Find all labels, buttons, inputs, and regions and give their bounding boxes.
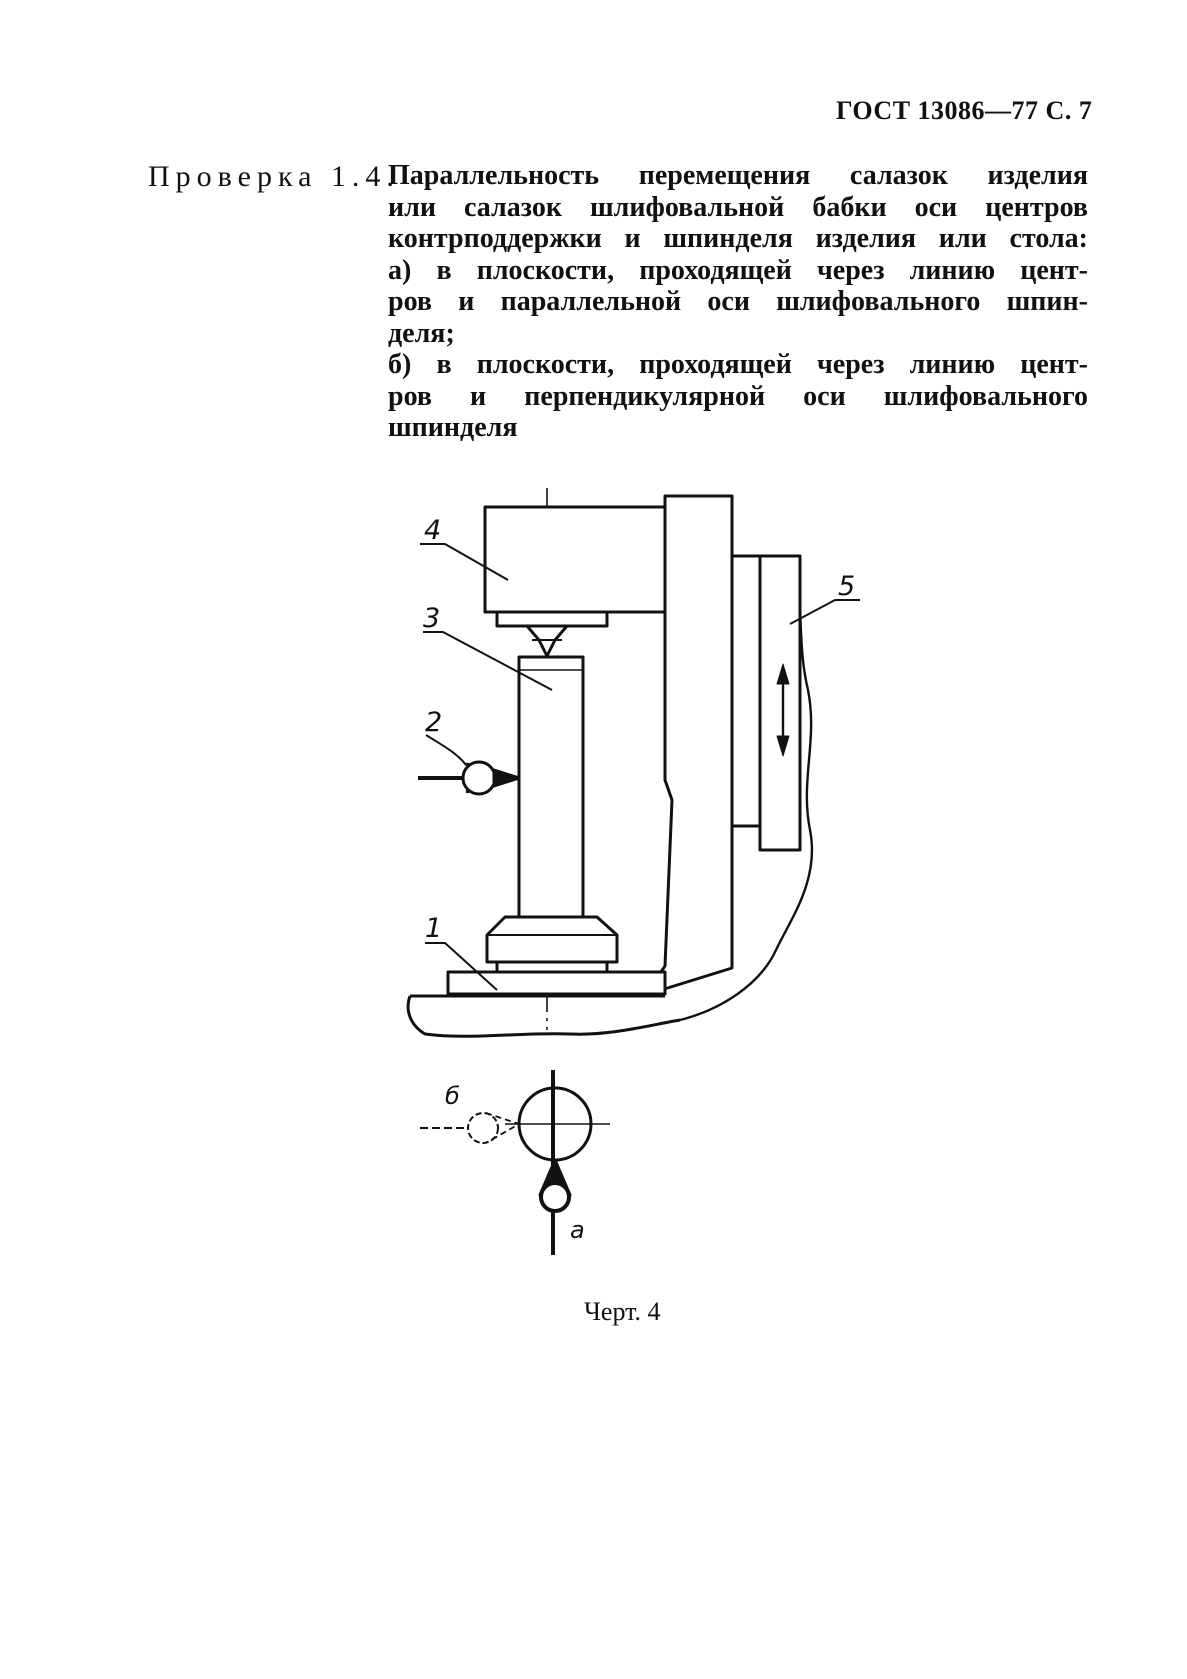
check-line: ров и перпендикулярной оси шлифовального	[388, 380, 1088, 412]
check-line: ров и параллельной оси шлифовального шпин-	[388, 286, 1088, 317]
indicator-icon	[418, 762, 519, 794]
page-header: ГОСТ 13086—77 С. 7	[836, 96, 1093, 125]
view-label-a: а	[570, 1216, 585, 1244]
check-number: Проверка 1.4.	[148, 160, 400, 193]
slide	[732, 556, 760, 826]
mandrel	[519, 657, 583, 917]
figure-caption: Черт. 4	[584, 1297, 661, 1326]
check-line: шпинделя	[388, 412, 518, 443]
check-description	[388, 160, 1088, 444]
part-label-2: 2	[425, 707, 443, 738]
part-label-1: 1	[425, 913, 443, 944]
check-line: б) в плоскости, проходящей через линию цент-	[388, 349, 1088, 380]
technical-drawing	[400, 480, 856, 1280]
check-line: контрподдержки и шпинделя изделия или стола:	[388, 223, 1088, 254]
part-label-4: 4	[424, 515, 442, 546]
slide-plate	[760, 556, 800, 850]
part-label-3: 3	[423, 603, 441, 634]
check-line: деля;	[388, 317, 455, 349]
check-line: или салазок шлифовальной бабки оси центров	[388, 191, 1088, 223]
headstock-flange	[497, 612, 607, 626]
part-label-5: 5	[838, 571, 856, 602]
lower-chuck	[487, 917, 617, 962]
check-line: Параллельность перемещения салазок изделия	[388, 160, 1088, 191]
check-line: а) в плоскости, проходящей через линию цент-	[388, 254, 1088, 286]
headstock	[485, 507, 665, 612]
view-label-b: б	[445, 1082, 460, 1110]
